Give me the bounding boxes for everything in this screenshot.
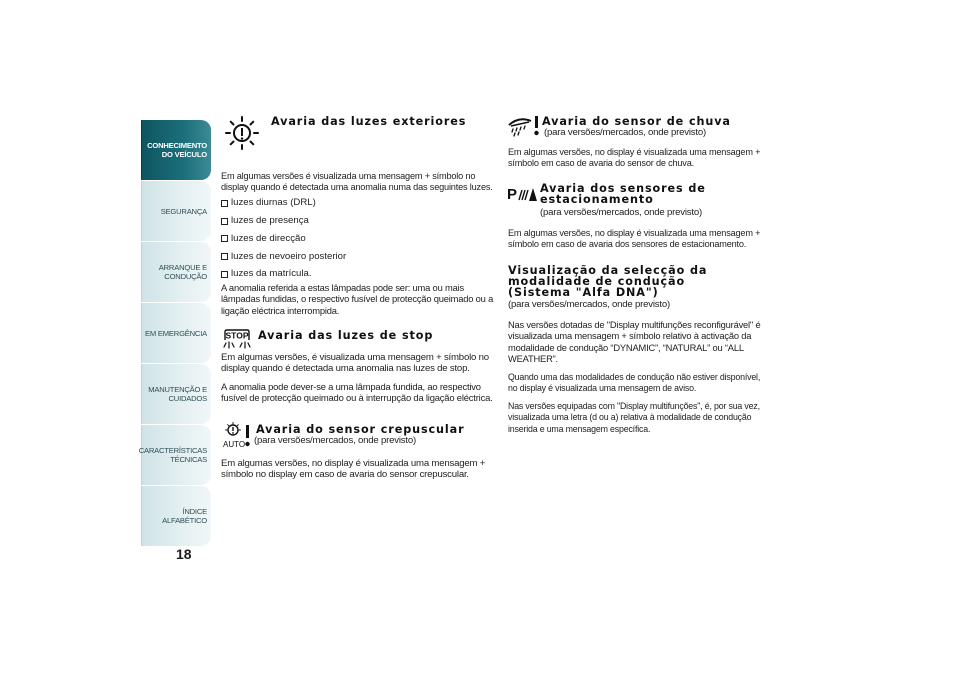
tab-em-emergencia[interactable] (141, 303, 211, 363)
section-title-exterior-lights: Avaria das luzes exteriores (271, 115, 467, 128)
section-subtitle: (para versões/mercados, onde previsto) (544, 127, 706, 138)
svg-text:AUTO: AUTO (223, 440, 246, 449)
list-item: luzes diurnas (DRL) (221, 194, 346, 212)
tab-caracteristicas-tecnicas[interactable] (138, 425, 211, 485)
tab-seguranca[interactable] (141, 181, 211, 241)
dna-paragraph-3: Nas versões equipadas com "Display multifunções", é, por sua vez, visualizada uma letra (d ou a) relativa à modalidade de condução inserida e uma mensagem específica. (508, 401, 760, 435)
section-title-rain-sensor: Avaria do sensor de chuva (542, 115, 731, 128)
svg-text:P: P (507, 186, 518, 203)
tab-label: CARACTERÍSTICAS TÉCNICAS (138, 446, 207, 464)
exterior-intro: Em algumas versões é visualizada uma mensagem + símbolo no display quando é detectada uma anomalia numa das seguintes luzes. (221, 171, 493, 194)
section-subtitle: (para versões/mercados, onde previsto) (540, 207, 702, 218)
tab-label: EM EMERGÊNCIA (145, 328, 207, 338)
dusk-paragraph: Em algumas versões, no display é visualizada uma mensagem + símbolo no display em caso de avaria do sensor crepuscular. (221, 458, 486, 481)
tab-manutencao-e-cuidados[interactable] (141, 364, 211, 424)
section-title-dna: Visualização da selecção da modalidade de condução (Sistema "Alfa DNA") (508, 264, 708, 299)
list-item: luzes de nevoeiro posterior (221, 247, 346, 265)
parking-sensor-failure-icon (507, 184, 537, 204)
stop-paragraph-2: A anomalia pode dever-se a uma lâmpada fundida, ao respectivo fusível de protecção queimado ou à interrupção da ligação eléctrica. (221, 382, 493, 405)
parking-paragraph: Em algumas versões, no display é visualizada uma mensagem + símbolo em caso de avaria dos sensores de estacionamento. (508, 228, 761, 251)
dusk-sensor-failure-icon (222, 422, 254, 450)
tab-label: CONHECIMENTO DO VEÍCULO (147, 141, 207, 159)
svg-text:STOP: STOP (225, 330, 249, 341)
tab-label: MANUTENÇÃO E CUIDADOS (148, 385, 207, 403)
section-title-stop-lights: Avaria das luzes de stop (258, 329, 434, 342)
tab-arranque-e-conducao[interactable] (141, 242, 211, 302)
exterior-lights-list (221, 194, 346, 283)
dna-paragraph-1: Nas versões dotadas de "Display multifunções reconfigurável" é visualizada uma mensagem + símbolo relativo à activação da modalidade de condução “DYNAMIC”, “NATURAL” ou “ALL WEATHER”. (508, 320, 761, 365)
section-title-dusk-sensor: Avaria do sensor crepuscular (256, 423, 465, 436)
list-item: luzes da matrícula. (221, 265, 346, 283)
exterior-body: A anomalia referida a estas lâmpadas pode ser: uma ou mais lâmpadas fundidas, o respectivo fusível de protecção queimado ou a ligação eléctrica interrompida. (221, 283, 494, 317)
rain-sensor-failure-icon (507, 113, 543, 137)
stop-paragraph-1: Em algumas versões, é visualizada uma mensagem + símbolo no display quando é detectada uma anomalia nas luzes de stop. (221, 352, 489, 375)
rain-paragraph: Em algumas versões, no display é visualizada uma mensagem + símbolo em caso de avaria do sensor de chuva. (508, 147, 761, 170)
tab-indice-alfabetico[interactable] (141, 486, 211, 546)
page-number: 18 (176, 546, 192, 562)
exterior-light-failure-icon (222, 113, 262, 153)
stop-light-failure-icon (222, 328, 252, 350)
tab-conhecimento-do-veiculo[interactable] (141, 120, 211, 180)
section-subtitle: (para versões/mercados, onde previsto) (254, 435, 416, 446)
section-title-parking-sensors: Avaria dos sensores de estacionamento (540, 182, 706, 206)
tab-label: ARRANQUE E CONDUÇÃO (158, 263, 207, 281)
dna-paragraph-2: Quando uma das modalidades de condução não estiver disponível, no display é visualizada uma mensagem de aviso. (508, 372, 761, 395)
list-item: luzes de direcção (221, 230, 346, 248)
list-item: luzes de presença (221, 212, 346, 230)
tab-label: ÍNDICE ALFABÉTICO (162, 507, 207, 525)
tab-label: SEGURANÇA (160, 206, 207, 216)
section-subtitle: (para versões/mercados, onde previsto) (508, 299, 670, 310)
